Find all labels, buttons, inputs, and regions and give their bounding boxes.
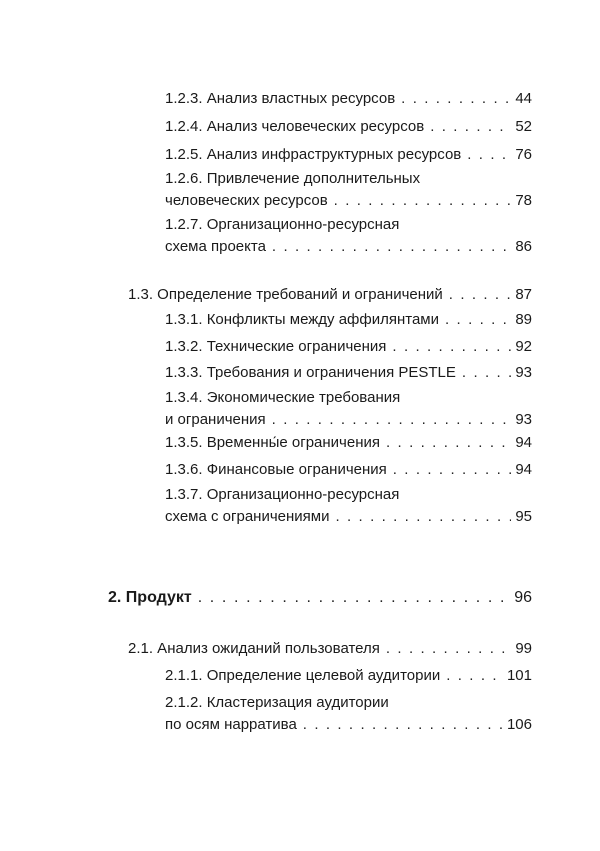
toc-entry[interactable]: [165, 144, 532, 166]
toc-entry-title: 1.3.1. Конфликты между аффилянтами: [165, 311, 439, 328]
toc-entry-title: 1.3.3. Требования и ограничения PESTLE: [165, 364, 456, 381]
toc-entry[interactable]: [165, 116, 532, 138]
toc-entry-title: 1.3.2. Технические ограничения: [165, 338, 387, 355]
toc-entry-page: 89: [515, 311, 532, 328]
toc-entry[interactable]: [165, 484, 532, 528]
dot-leader: [401, 88, 511, 110]
dot-leader: [446, 665, 503, 687]
toc-entry-title: и ограничения: [165, 411, 266, 428]
toc-entry-page: 101: [506, 667, 532, 684]
toc-entry-page: 86: [515, 238, 532, 255]
toc-entry[interactable]: [165, 88, 532, 110]
dot-leader: [335, 506, 511, 528]
dot-leader: [392, 336, 511, 358]
toc-entry[interactable]: [165, 692, 532, 736]
toc-entry-title-line1: 1.2.6. Привлечение дополнительных: [165, 170, 421, 187]
toc-entry-page: 92: [515, 338, 532, 355]
toc-entry-page: 99: [515, 640, 532, 657]
toc-entry-title: 1.2.3. Анализ властных ресурсов: [165, 90, 396, 107]
toc-entry-page: 106: [506, 716, 532, 733]
dot-leader: [449, 284, 512, 306]
dot-leader: [272, 236, 511, 258]
toc-entry[interactable]: [128, 638, 532, 660]
toc-entry-title-line1: 1.3.7. Организационно-ресурсная: [165, 486, 400, 503]
toc-entry[interactable]: [165, 214, 532, 258]
toc-entry-title-line1: 1.2.7. Организационно-ресурсная: [165, 216, 400, 233]
toc-entry-title: 1.3. Определение требований и ограничений: [128, 286, 443, 303]
toc-entry-page: 96: [514, 589, 532, 606]
dot-leader: [386, 638, 511, 660]
toc-entry[interactable]: [165, 665, 532, 687]
dot-leader: [467, 144, 511, 166]
toc-entry-page: 76: [515, 146, 532, 163]
dot-leader: [386, 432, 511, 454]
dot-leader: [272, 409, 512, 431]
toc-entry-title: схема проекта: [165, 238, 266, 255]
toc-entry-page: 93: [515, 364, 532, 381]
toc-entry-page: 44: [515, 90, 532, 107]
toc-entry-title: схема с ограничениями: [165, 508, 330, 525]
toc-entry-title: 2. Продукт: [108, 589, 192, 606]
dot-leader: [462, 362, 511, 384]
toc-entry-title: 1.2.4. Анализ человеческих ресурсов: [165, 118, 425, 135]
toc-entry-title: 2.1.1. Определение целевой аудитории: [165, 667, 441, 684]
toc-entry[interactable]: [165, 168, 532, 212]
toc-entry[interactable]: [165, 387, 532, 431]
toc-entry[interactable]: [165, 336, 532, 358]
toc-entry-title: 1.3.6. Финансовые ограничения: [165, 461, 387, 478]
toc-entry-page: 94: [515, 461, 532, 478]
toc-entry[interactable]: [165, 459, 532, 481]
dot-leader: [430, 116, 511, 138]
toc-entry-page: 78: [515, 192, 532, 209]
toc-entry-title: 1.3.5. Временны́е ограничения: [165, 434, 381, 451]
toc-entry-title-line1: 1.3.4. Экономические требования: [165, 389, 401, 406]
toc-entry-page: 52: [515, 118, 532, 135]
toc-entry-page: 93: [515, 411, 532, 428]
toc-entry-page: 87: [515, 286, 532, 303]
toc-entry-title: 2.1. Анализ ожиданий пользователя: [128, 640, 380, 657]
toc-entry-page: 95: [515, 508, 532, 525]
toc-entry[interactable]: [165, 362, 532, 384]
dot-leader: [303, 714, 503, 736]
toc-entry-title: по осям нарратива: [165, 716, 297, 733]
dot-leader: [393, 459, 512, 481]
dot-leader: [198, 587, 510, 609]
toc-entry-title-line1: 2.1.2. Кластеризация аудитории: [165, 694, 389, 711]
toc-entry-title: 1.2.5. Анализ инфраструктурных ресурсов: [165, 146, 462, 163]
toc-entry-page: 94: [515, 434, 532, 451]
dot-leader: [445, 309, 511, 331]
toc-entry-title: человеческих ресурсов: [165, 192, 328, 209]
toc-entry[interactable]: [165, 309, 532, 331]
toc-entry[interactable]: [108, 587, 532, 609]
toc-entry[interactable]: [165, 432, 532, 454]
toc-entry[interactable]: [128, 284, 532, 306]
dot-leader: [334, 190, 512, 212]
